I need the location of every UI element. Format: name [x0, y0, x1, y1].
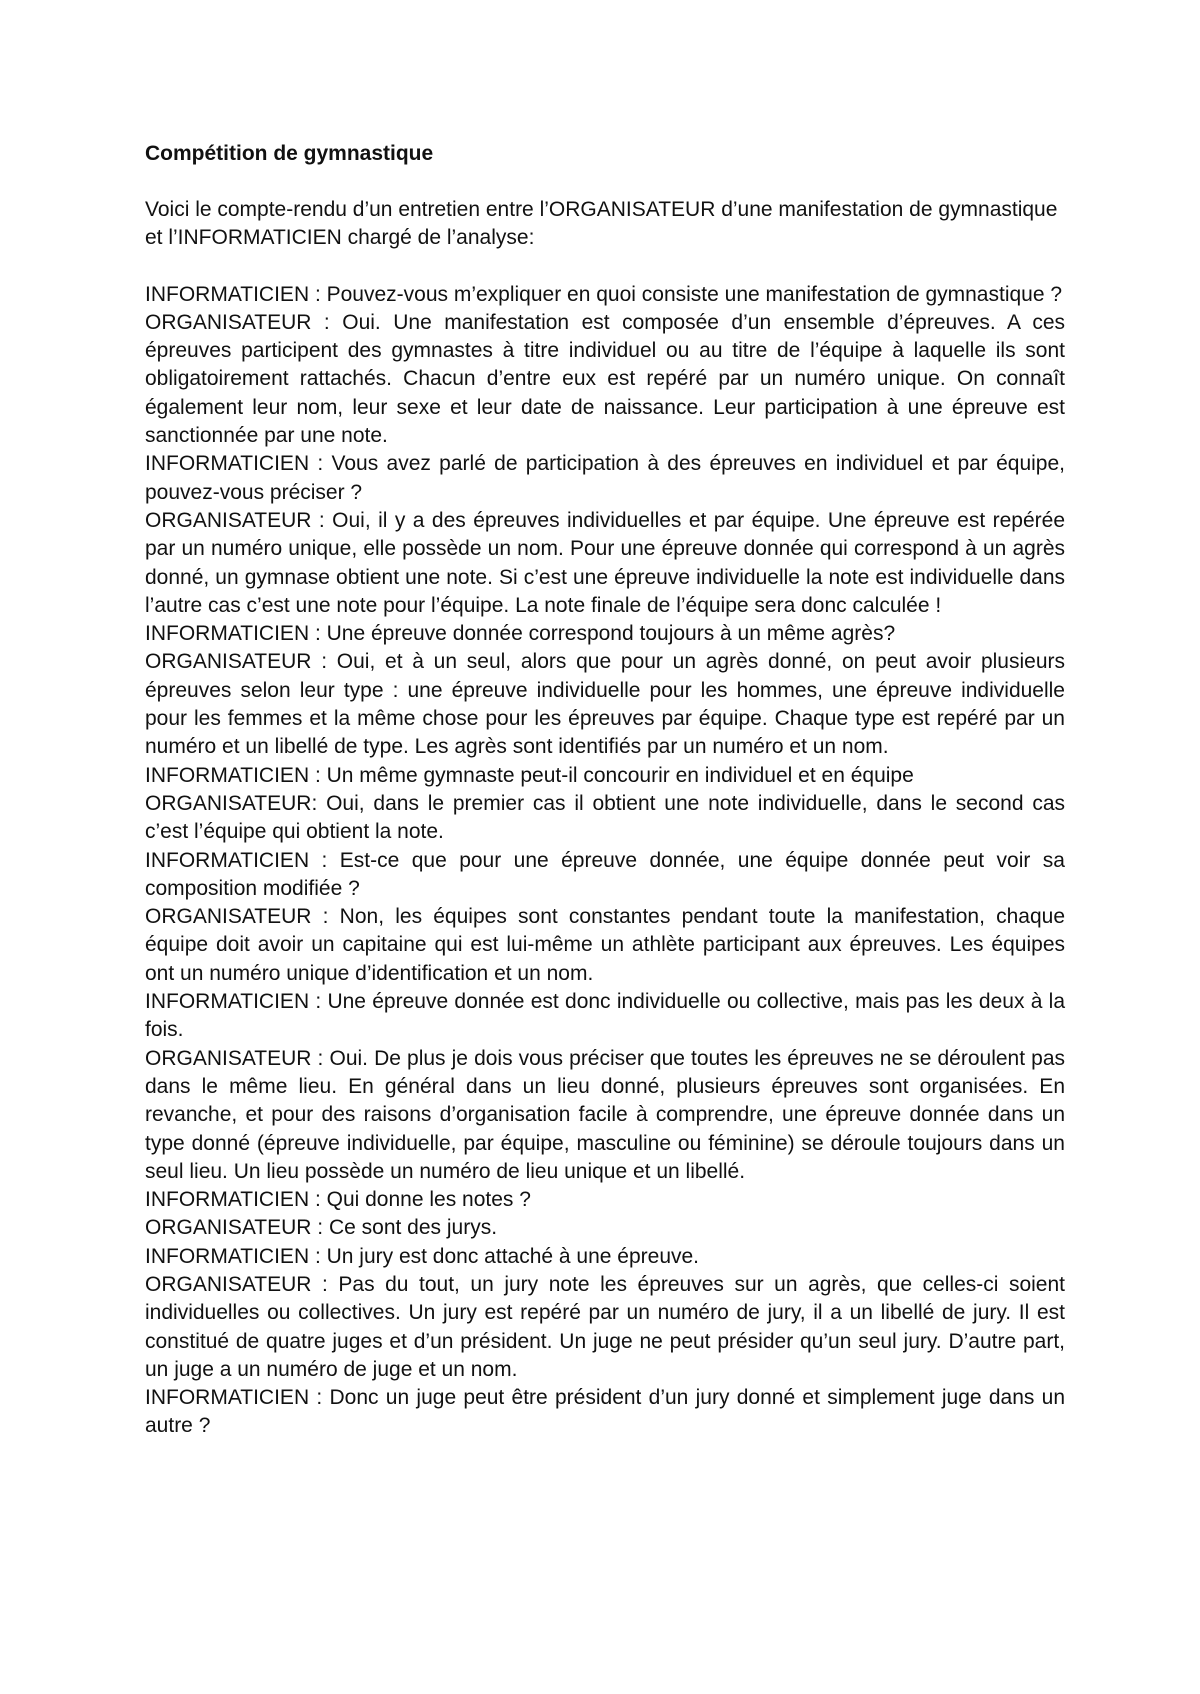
dialogue-line: INFORMATICIEN : Donc un juge peut être président d’un jury donné et simplement juge dans un autre ? [145, 1386, 1065, 1438]
dialogue-line: INFORMATICIEN : Pouvez-vous m’expliquer en quoi consiste une manifestation de gymnastique ? [145, 282, 1063, 306]
dialogue [145, 281, 1065, 1441]
dialogue-line: ORGANISATEUR : Pas du tout, un jury note les épreuves sur un agrès, que celles-ci soient individuelles ou collectives. Un jury est repéré par un numéro de jury, il a un libellé de jury. Il est constitué de quatre juges et d’un président. Un juge ne peut présider qu’un seul jury. D’autre part, un juge a un numéro de juge et un nom. [145, 1272, 1065, 1381]
dialogue-line: INFORMATICIEN : Vous avez parlé de participation à des épreuves en individuel et par équipe, pouvez-vous préciser ? [145, 452, 1065, 504]
dialogue-line: INFORMATICIEN : Une épreuve donnée est donc individuelle ou collective, mais pas les deux à la fois. [145, 990, 1065, 1042]
document-body [145, 140, 1065, 1441]
dialogue-line: ORGANISATEUR: Oui, dans le premier cas il obtient une note individuelle, dans le second cas c’est l’équipe qui obtient la note. [145, 791, 1065, 844]
dialogue-line: INFORMATICIEN : Une épreuve donnée correspond toujours à un même agrès? [145, 622, 896, 646]
dialogue-line: ORGANISATEUR : Oui. De plus je dois vous préciser que toutes les épreuves ne se déroulent pas dans le même lieu. En général dans un lieu donné, plusieurs épreuves sont organisées. En revanche, et pour des raisons d’organisation facile à comprendre, une épreuve donnée dans un type donné (épreuve individuelle, par équipe, masculine ou féminine) se déroule toujours dans un seul lieu. Un lieu possède un numéro de lieu unique et un libellé. [145, 1046, 1065, 1183]
dialogue-line: ORGANISATEUR : Oui, et à un seul, alors que pour un agrès donné, on peut avoir plusieurs épreuves selon leur type : une épreuve individuelle pour les hommes, une épreuve individuelle pour les femmes et la même chose pour les épreuves par équipe. Chaque type est repéré par un numéro et un libellé de type. Les agrès sont identifiés par un numéro et un nom. [145, 650, 1065, 759]
dialogue-line: INFORMATICIEN : Un jury est donc attaché à une épreuve. [145, 1244, 700, 1268]
intro-paragraph: Voici le compte-rendu d’un entretien entre l’ORGANISATEUR d’une manifestation de gymnastique et l’INFORMATICIEN chargé de l’analyse: [145, 198, 1058, 250]
dialogue-line: ORGANISATEUR : Ce sont des jurys. [145, 1216, 498, 1240]
dialogue-line: ORGANISATEUR : Oui. Une manifestation est composée d’un ensemble d’épreuves. A ces épreuves participent des gymnastes à titre individuel ou au titre de l’équipe à laquelle ils sont obligatoirement rattachés. Chacun d’entre eux est repéré par un numéro unique. On connaît également leur nom, leur sexe et leur date de naissance. Leur participation à une épreuve est sanctionnée par une note. [145, 310, 1065, 448]
dialogue-line: INFORMATICIEN : Qui donne les notes ? [145, 1188, 531, 1212]
dialogue-line: INFORMATICIEN : Est-ce que pour une épreuve donnée, une équipe donnée peut voir sa composition modifiée ? [145, 848, 1065, 900]
dialogue-line: ORGANISATEUR : Oui, il y a des épreuves individuelles et par équipe. Une épreuve est repérée par un numéro unique, elle possède un nom. Pour une épreuve donnée qui correspond à un agrès donné, un gymnase obtient une note. Si c’est une épreuve individuelle la note est individuelle dans l’autre cas c’est une note pour l’équipe. La note finale de l’équipe sera donc calculée ! [145, 508, 1065, 617]
dialogue-line: INFORMATICIEN : Un même gymnaste peut-il concourir en individuel et en équipe [145, 763, 914, 787]
document-title: Compétition de gymnastique [145, 142, 434, 165]
dialogue-line: ORGANISATEUR : Non, les équipes sont constantes pendant toute la manifestation, chaque équipe doit avoir un capitaine qui est lui-même un athlète participant aux épreuves. Les équipes ont un numéro unique d’identification et un nom. [145, 905, 1065, 985]
